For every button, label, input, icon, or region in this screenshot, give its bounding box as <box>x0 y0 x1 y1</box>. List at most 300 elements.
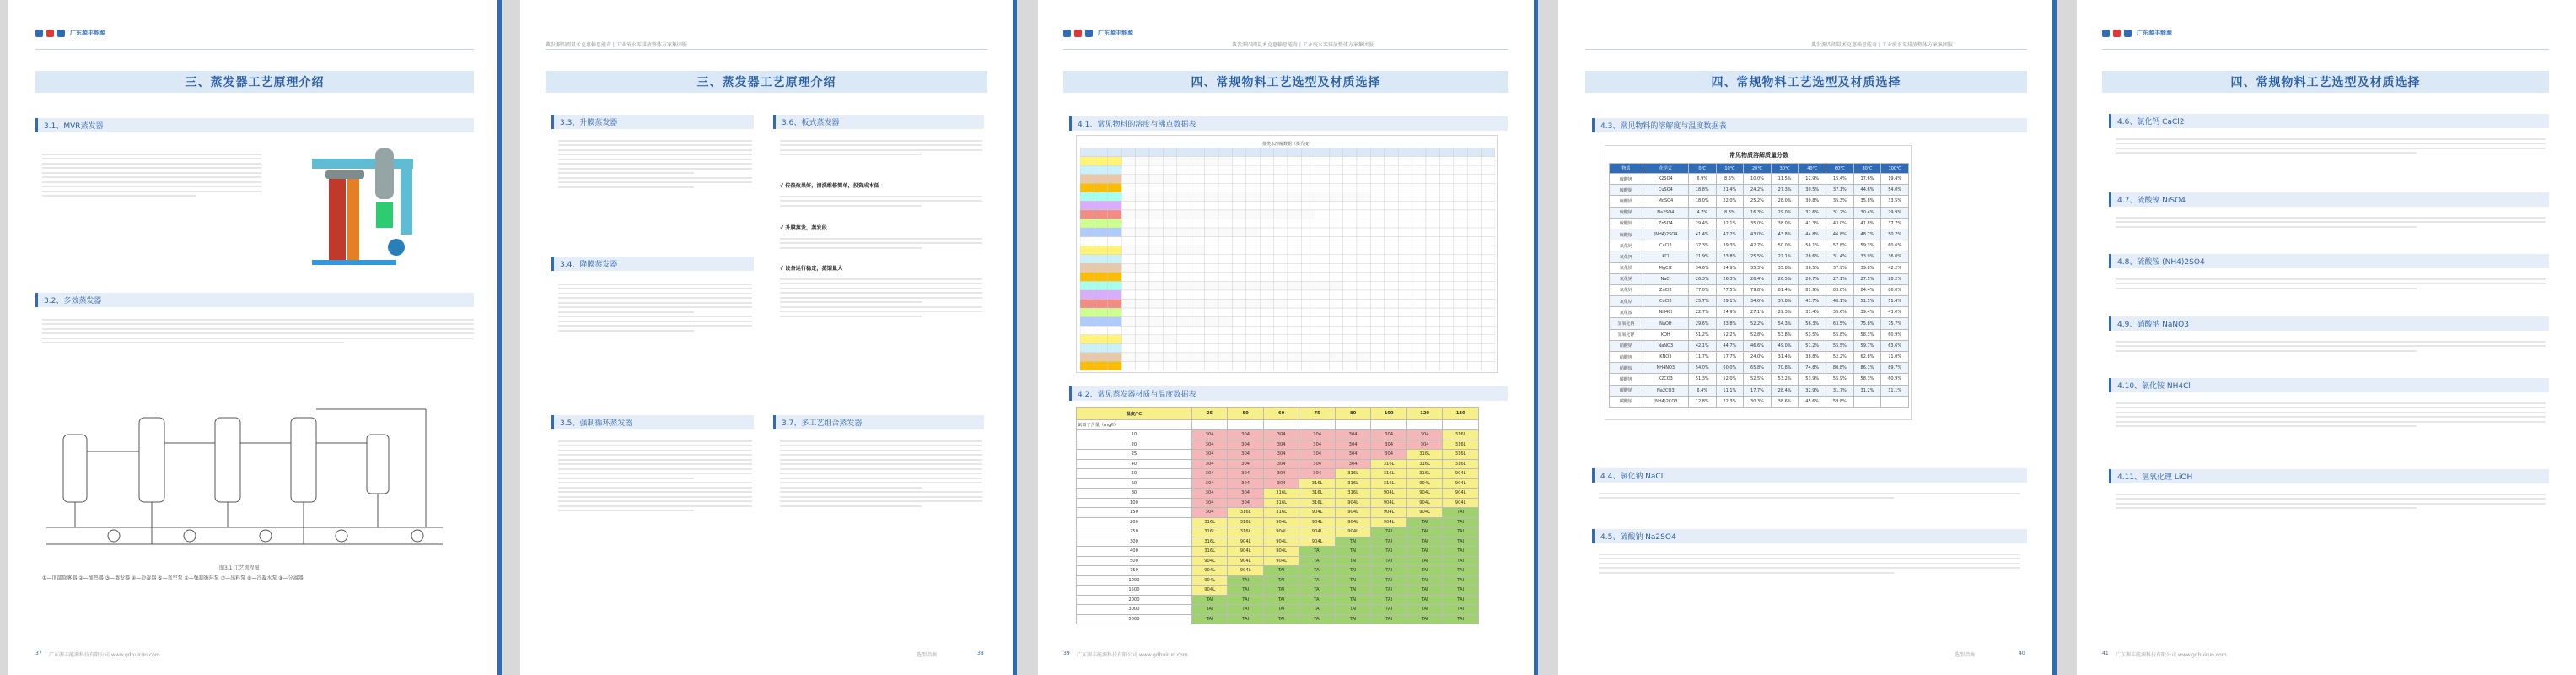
grid-cell <box>1288 237 1301 246</box>
grid-cell <box>1094 201 1107 210</box>
grid-cell <box>1163 273 1176 282</box>
paragraph <box>1599 489 2020 515</box>
solubility-cell: 30.8% <box>1799 196 1826 207</box>
table-row <box>1610 240 1909 251</box>
grid-cell <box>1385 263 1398 273</box>
grid-cell <box>1191 157 1204 166</box>
grid-cell <box>1121 237 1135 246</box>
substance-cell: 氢氧化钠 <box>1610 318 1643 329</box>
grid-cell <box>1108 165 1121 175</box>
grid-cell <box>1439 317 1453 327</box>
material-cell: 304 <box>1263 469 1299 479</box>
grid-cell <box>1177 192 1191 202</box>
grid-cell <box>1163 175 1176 184</box>
material-cell: 304 <box>1299 430 1336 440</box>
solubility-cell: 75.7% <box>1881 318 1909 329</box>
grid-cell <box>1301 335 1315 344</box>
material-cell: 304 <box>1191 440 1228 450</box>
material-cell: 904L <box>1371 517 1407 527</box>
solubility-cell: 29.3% <box>1771 307 1799 318</box>
solubility-cell: 11.5% <box>1771 174 1799 185</box>
solubility-cell: 51.5% <box>1853 296 1881 307</box>
grid-cell <box>1426 157 1439 166</box>
grid-cell <box>1177 343 1191 353</box>
grid-cell <box>1439 326 1453 335</box>
grid-cell <box>1288 175 1301 184</box>
solubility-cell: 24.2% <box>1744 185 1772 196</box>
grid-cell <box>1205 183 1218 192</box>
material-cell: 316L <box>1335 489 1371 499</box>
material-cell: 904L <box>1335 508 1371 518</box>
solubility-cell: 46.6% <box>1744 340 1772 351</box>
grid-cell <box>1218 335 1232 344</box>
table-row <box>1077 430 1479 440</box>
grid-cell <box>1370 353 1384 362</box>
grid-cell <box>1191 210 1204 219</box>
grid-cell <box>1385 255 1398 264</box>
material-cell: 904L <box>1263 556 1299 566</box>
grid-cell <box>1357 263 1370 273</box>
grid-cell <box>1398 361 1412 370</box>
section-heading: 4.2、常见蒸发器材质与温度数据表 <box>1069 386 1508 401</box>
grid-cell <box>1246 201 1260 210</box>
grid-cell <box>1246 361 1260 370</box>
figure-legend: ①—顶部除雾器 ②—加热器 ③—蒸发器 ④—冷凝器 ⑤—真空泵 ⑥—强制循环泵 ⑦—出料泵 ⑧—冷凝水泵 ⑨—分离器 <box>42 575 304 581</box>
material-cell: TAI <box>1299 566 1336 576</box>
table-header-row <box>1610 164 1909 174</box>
grid-cell <box>1370 335 1384 344</box>
grid-cell <box>1288 326 1301 335</box>
grid-cell <box>1288 308 1301 317</box>
solubility-cell: 37.8% <box>1771 296 1799 307</box>
grid-cell <box>1136 210 1149 219</box>
grid-cell <box>1357 361 1370 370</box>
solubility-cell: 41.4% <box>1688 229 1716 240</box>
chloride-level-cell: 40 <box>1077 459 1192 469</box>
grid-cell <box>1121 343 1135 353</box>
solubility-cell: 29.9% <box>1881 207 1909 218</box>
grid-cell <box>1482 273 1495 282</box>
multi-effect-process-diagram <box>38 384 464 561</box>
solubility-cell: 4.7% <box>1688 207 1716 218</box>
solubility-cell: 55.8% <box>1826 329 1854 340</box>
grid-cell <box>1108 326 1121 335</box>
grid-cell <box>1370 326 1384 335</box>
grid-cell <box>1218 255 1232 264</box>
grid-cell <box>1329 353 1342 362</box>
material-cell: 304 <box>1335 459 1371 469</box>
grid-cell <box>1385 183 1398 192</box>
grid-cell <box>1136 148 1149 157</box>
grid-cell <box>1205 263 1218 273</box>
section-heading: 3.1、MVR蒸发器 <box>35 118 474 132</box>
grid-cell <box>1315 308 1329 317</box>
grid-cell <box>1412 210 1426 219</box>
grid-cell <box>1094 165 1107 175</box>
grid-cell <box>1218 228 1232 237</box>
paragraph <box>780 137 982 179</box>
table-header-cell: 10℃ <box>1716 164 1744 174</box>
grid-cell <box>1080 281 1094 290</box>
grid-cell <box>1218 290 1232 300</box>
formula-cell: NaOH <box>1643 318 1688 329</box>
grid-cell <box>1136 228 1149 237</box>
grid-cell <box>1191 290 1204 300</box>
section-heading: 4.6、氯化钙 CaCl2 <box>2109 114 2549 128</box>
grid-cell <box>1454 335 1467 344</box>
grid-cell <box>1246 192 1260 202</box>
grid-cell <box>1260 343 1273 353</box>
grid-cell <box>1108 343 1121 353</box>
grid-cell <box>1191 353 1204 362</box>
grid-cell <box>1191 273 1204 282</box>
material-cell: 904L <box>1299 517 1336 527</box>
grid-cell <box>1121 353 1135 362</box>
grid-cell <box>1329 192 1342 202</box>
table-header-cell: 物质 <box>1610 164 1643 174</box>
solubility-cell: 26.3% <box>1716 273 1744 284</box>
grid-cell <box>1426 263 1439 273</box>
chloride-level-cell: 80 <box>1077 489 1192 499</box>
grid-cell <box>1205 300 1218 309</box>
material-cell: 304 <box>1299 459 1336 469</box>
section-heading: 3.4、降膜蒸发器 <box>551 256 754 271</box>
grid-cell <box>1301 148 1315 157</box>
grid-cell <box>1426 148 1439 157</box>
grid-cell <box>1426 255 1439 264</box>
formula-cell: KOH <box>1643 329 1688 340</box>
table-cell <box>1335 420 1371 430</box>
grid-cell <box>1121 263 1135 273</box>
material-cell: 904L <box>1228 547 1264 557</box>
material-cell: TAI <box>1191 605 1228 615</box>
grid-cell <box>1260 290 1273 300</box>
material-cell: TAI <box>1263 566 1299 576</box>
material-cell: TAI <box>1371 586 1407 596</box>
grid-cell <box>1439 228 1453 237</box>
grid-cell <box>1094 343 1107 353</box>
solubility-cell: 81.9% <box>1799 284 1826 295</box>
table-row <box>1610 340 1909 351</box>
solubility-cell: 48.7% <box>1853 229 1881 240</box>
grid-cell <box>1357 183 1370 192</box>
solubility-cell: 55.5% <box>1826 340 1854 351</box>
grid-cell <box>1205 148 1218 157</box>
material-cell: 316L <box>1443 459 1479 469</box>
chloride-level-cell: 2000 <box>1077 595 1192 605</box>
grid-cell <box>1246 237 1260 246</box>
solubility-cell: 41.7% <box>1799 296 1826 307</box>
grid-cell <box>1398 335 1412 344</box>
grid-cell <box>1454 165 1467 175</box>
grid-cell <box>1232 175 1245 184</box>
solubility-cell: 42.2% <box>1881 262 1909 273</box>
chloride-level-cell: 200 <box>1077 517 1192 527</box>
grid-cell <box>1080 317 1094 327</box>
material-cell: 304 <box>1263 478 1299 489</box>
material-cell: 904L <box>1443 469 1479 479</box>
material-cell: TAI <box>1443 575 1479 586</box>
grid-cell <box>1398 281 1412 290</box>
grid-cell <box>1412 361 1426 370</box>
grid-cell <box>1136 183 1149 192</box>
grid-cell <box>1246 290 1260 300</box>
grid-cell <box>1260 308 1273 317</box>
grid-cell <box>1412 255 1426 264</box>
grid-cell <box>1385 361 1398 370</box>
grid-cell <box>1482 201 1495 210</box>
grid-cell <box>1357 326 1370 335</box>
grid-cell <box>1482 255 1495 264</box>
table-row <box>1077 469 1479 479</box>
grid-cell <box>1136 326 1149 335</box>
material-cell: TAI <box>1263 605 1299 615</box>
solubility-cell: 26.4% <box>1744 273 1772 284</box>
grid-cell <box>1163 210 1176 219</box>
grid-cell <box>1426 308 1439 317</box>
header-rule <box>546 49 987 50</box>
grid-cell <box>1094 290 1107 300</box>
grid-cell <box>1136 157 1149 166</box>
solubility-cell: 32.9% <box>1799 385 1826 396</box>
section-heading: 3.6、板式蒸发器 <box>773 115 984 129</box>
grid-cell <box>1385 300 1398 309</box>
solubility-cell: 29.0% <box>1771 207 1799 218</box>
grid-cell <box>1385 192 1398 202</box>
solubility-cell: 89.7% <box>1881 363 1909 374</box>
grid-cell <box>1315 148 1329 157</box>
solubility-cell: 49.0% <box>1771 340 1799 351</box>
grid-cell <box>1426 300 1439 309</box>
boiling-point-chart-frame <box>1076 135 1498 373</box>
material-cell: 304 <box>1263 440 1299 450</box>
solubility-cell: 33.5% <box>1881 196 1909 207</box>
solubility-cell: 65.8% <box>1744 363 1772 374</box>
grid-cell <box>1301 175 1315 184</box>
grid-cell <box>1136 246 1149 255</box>
table-cell <box>1191 420 1228 430</box>
grid-cell <box>1467 281 1481 290</box>
grid-cell <box>1385 157 1398 166</box>
grid-cell <box>1454 361 1467 370</box>
grid-cell <box>1094 281 1107 290</box>
solubility-cell: 59.7% <box>1853 340 1881 351</box>
grid-cell <box>1205 353 1218 362</box>
solubility-cell: 34.9% <box>1716 262 1744 273</box>
grid-cell <box>1398 290 1412 300</box>
grid-cell <box>1398 210 1412 219</box>
grid-cell <box>1177 335 1191 344</box>
solubility-cell: 41.8% <box>1853 218 1881 229</box>
grid-cell <box>1177 308 1191 317</box>
grid-cell <box>1080 148 1094 157</box>
solubility-cell: 22.7% <box>1688 307 1716 318</box>
grid-cell <box>1467 335 1481 344</box>
material-cell: TAI <box>1371 614 1407 624</box>
grid-cell <box>1260 237 1273 246</box>
section-heading: 4.8、硫酸铵 (NH4)2SO4 <box>2109 254 2549 268</box>
grid-cell <box>1108 219 1121 228</box>
grid-cell <box>1454 192 1467 202</box>
solubility-cell: 26.7% <box>1799 273 1826 284</box>
grid-cell <box>1177 263 1191 273</box>
grid-cell <box>1315 353 1329 362</box>
grid-cell <box>1439 361 1453 370</box>
table-row <box>1077 556 1479 566</box>
grid-cell <box>1218 237 1232 246</box>
grid-cell <box>1108 361 1121 370</box>
grid-cell <box>1246 157 1260 166</box>
grid-cell <box>1467 326 1481 335</box>
grid-cell <box>1454 290 1467 300</box>
formula-cell: CuSO4 <box>1643 185 1688 196</box>
grid-cell <box>1163 343 1176 353</box>
table-row <box>1077 440 1479 450</box>
page-number: 38 <box>977 651 984 656</box>
grid-cell <box>1385 165 1398 175</box>
grid-cell <box>1108 210 1121 219</box>
grid-cell <box>1205 317 1218 327</box>
grid-cell <box>1149 317 1163 327</box>
grid-cell <box>1301 317 1315 327</box>
material-cell: 904L <box>1191 566 1228 576</box>
grid-cell <box>1357 192 1370 202</box>
grid-cell <box>1412 183 1426 192</box>
grid-cell <box>1205 165 1218 175</box>
logo-text: 广东源丰能源 <box>1098 30 1133 36</box>
grid-cell <box>1108 192 1121 202</box>
material-cell: TAI <box>1299 595 1336 605</box>
solubility-cell: 8.3% <box>1716 207 1744 218</box>
material-cell: TAI <box>1299 547 1336 557</box>
paragraph <box>780 437 982 606</box>
grid-cell <box>1149 335 1163 344</box>
grid-cell <box>1343 201 1357 210</box>
solubility-cell: 30.5% <box>1799 185 1826 196</box>
grid-cell <box>1467 263 1481 273</box>
grid-cell <box>1136 343 1149 353</box>
grid-cell <box>1218 148 1232 157</box>
grid-cell <box>1149 308 1163 317</box>
grid-cell <box>1136 273 1149 282</box>
grid-cell <box>1218 192 1232 202</box>
grid-cell <box>1191 308 1204 317</box>
grid-cell <box>1246 353 1260 362</box>
table-row <box>1610 207 1909 218</box>
grid-cell <box>1205 281 1218 290</box>
grid-cell <box>1080 273 1094 282</box>
grid-cell <box>1177 255 1191 264</box>
solubility-cell: 74.8% <box>1799 363 1826 374</box>
solubility-cell: 6.9% <box>1688 174 1716 185</box>
grid-cell <box>1136 317 1149 327</box>
grid-cell <box>1080 361 1094 370</box>
grid-cell <box>1482 263 1495 273</box>
grid-cell <box>1163 281 1176 290</box>
solubility-table-frame <box>1605 145 1912 420</box>
section-heading: 3.2、多效蒸发器 <box>35 293 474 307</box>
paragraph <box>780 192 982 223</box>
grid-cell <box>1274 308 1288 317</box>
material-cell: TAI <box>1406 614 1443 624</box>
grid-cell <box>1108 246 1121 255</box>
grid-cell <box>1412 148 1426 157</box>
solubility-cell: 11.1% <box>1716 385 1744 396</box>
chloride-level-cell: 3000 <box>1077 605 1192 615</box>
grid-cell <box>1412 317 1426 327</box>
material-cell: TAI <box>1443 508 1479 518</box>
grid-cell <box>1191 175 1204 184</box>
grid-cell <box>1080 326 1094 335</box>
footer-company: 广东源丰能源科技有限公司 www.gdhuirun.com <box>1077 652 1188 658</box>
solubility-cell: 71.0% <box>1881 352 1909 363</box>
grid-cell <box>1482 300 1495 309</box>
substance-cell: 碳酸钾 <box>1610 374 1643 385</box>
solubility-cell: 42.2% <box>1716 229 1744 240</box>
grid-cell <box>1149 353 1163 362</box>
grid-cell <box>1370 210 1384 219</box>
grid-cell <box>1482 165 1495 175</box>
grid-cell <box>1218 183 1232 192</box>
table-row <box>1610 318 1909 329</box>
grid-cell <box>1218 210 1232 219</box>
bullet-heading: √ 传热效果好，清洗维修简单，投资成本低 <box>780 183 879 189</box>
grid-cell <box>1439 192 1453 202</box>
table-header-cell: 130 <box>1443 408 1479 420</box>
grid-cell <box>1260 361 1273 370</box>
grid-cell <box>1467 308 1481 317</box>
grid-cell <box>1454 237 1467 246</box>
solubility-cell: 62.8% <box>1853 352 1881 363</box>
solubility-cell: 51.3% <box>1688 374 1716 385</box>
solubility-cell: 12.9% <box>1799 174 1826 185</box>
material-cell: TAI <box>1443 547 1479 557</box>
grid-cell <box>1439 246 1453 255</box>
grid-cell <box>1482 308 1495 317</box>
solubility-cell: 77.0% <box>1688 284 1716 295</box>
solubility-cell: 31.4% <box>1826 251 1854 262</box>
grid-cell <box>1315 192 1329 202</box>
grid-cell <box>1136 300 1149 309</box>
paragraph <box>1599 550 2020 601</box>
grid-cell <box>1329 335 1342 344</box>
grid-cell <box>1467 237 1481 246</box>
grid-cell <box>1439 210 1453 219</box>
grid-cell <box>1357 255 1370 264</box>
grid-cell <box>1370 148 1384 157</box>
grid-cell <box>1329 183 1342 192</box>
material-cell: 904L <box>1335 498 1371 508</box>
solubility-cell: 60.9% <box>1881 374 1909 385</box>
grid-cell <box>1274 361 1288 370</box>
grid-cell <box>1163 317 1176 327</box>
grid-cell <box>1218 219 1232 228</box>
solubility-cell: 35.3% <box>1826 196 1854 207</box>
solubility-cell: 58.3% <box>1853 374 1881 385</box>
grid-cell <box>1274 157 1288 166</box>
grid-cell <box>1329 228 1342 237</box>
grid-cell <box>1177 361 1191 370</box>
solubility-cell: 17.7% <box>1744 385 1772 396</box>
grid-cell <box>1163 361 1176 370</box>
grid-cell <box>1385 281 1398 290</box>
solubility-cell: 31.2% <box>1826 207 1854 218</box>
grid-cell <box>1454 317 1467 327</box>
table-row <box>1077 508 1479 518</box>
paragraph <box>558 280 752 407</box>
grid-cell <box>1108 353 1121 362</box>
solubility-cell: 37.3% <box>1688 240 1716 251</box>
